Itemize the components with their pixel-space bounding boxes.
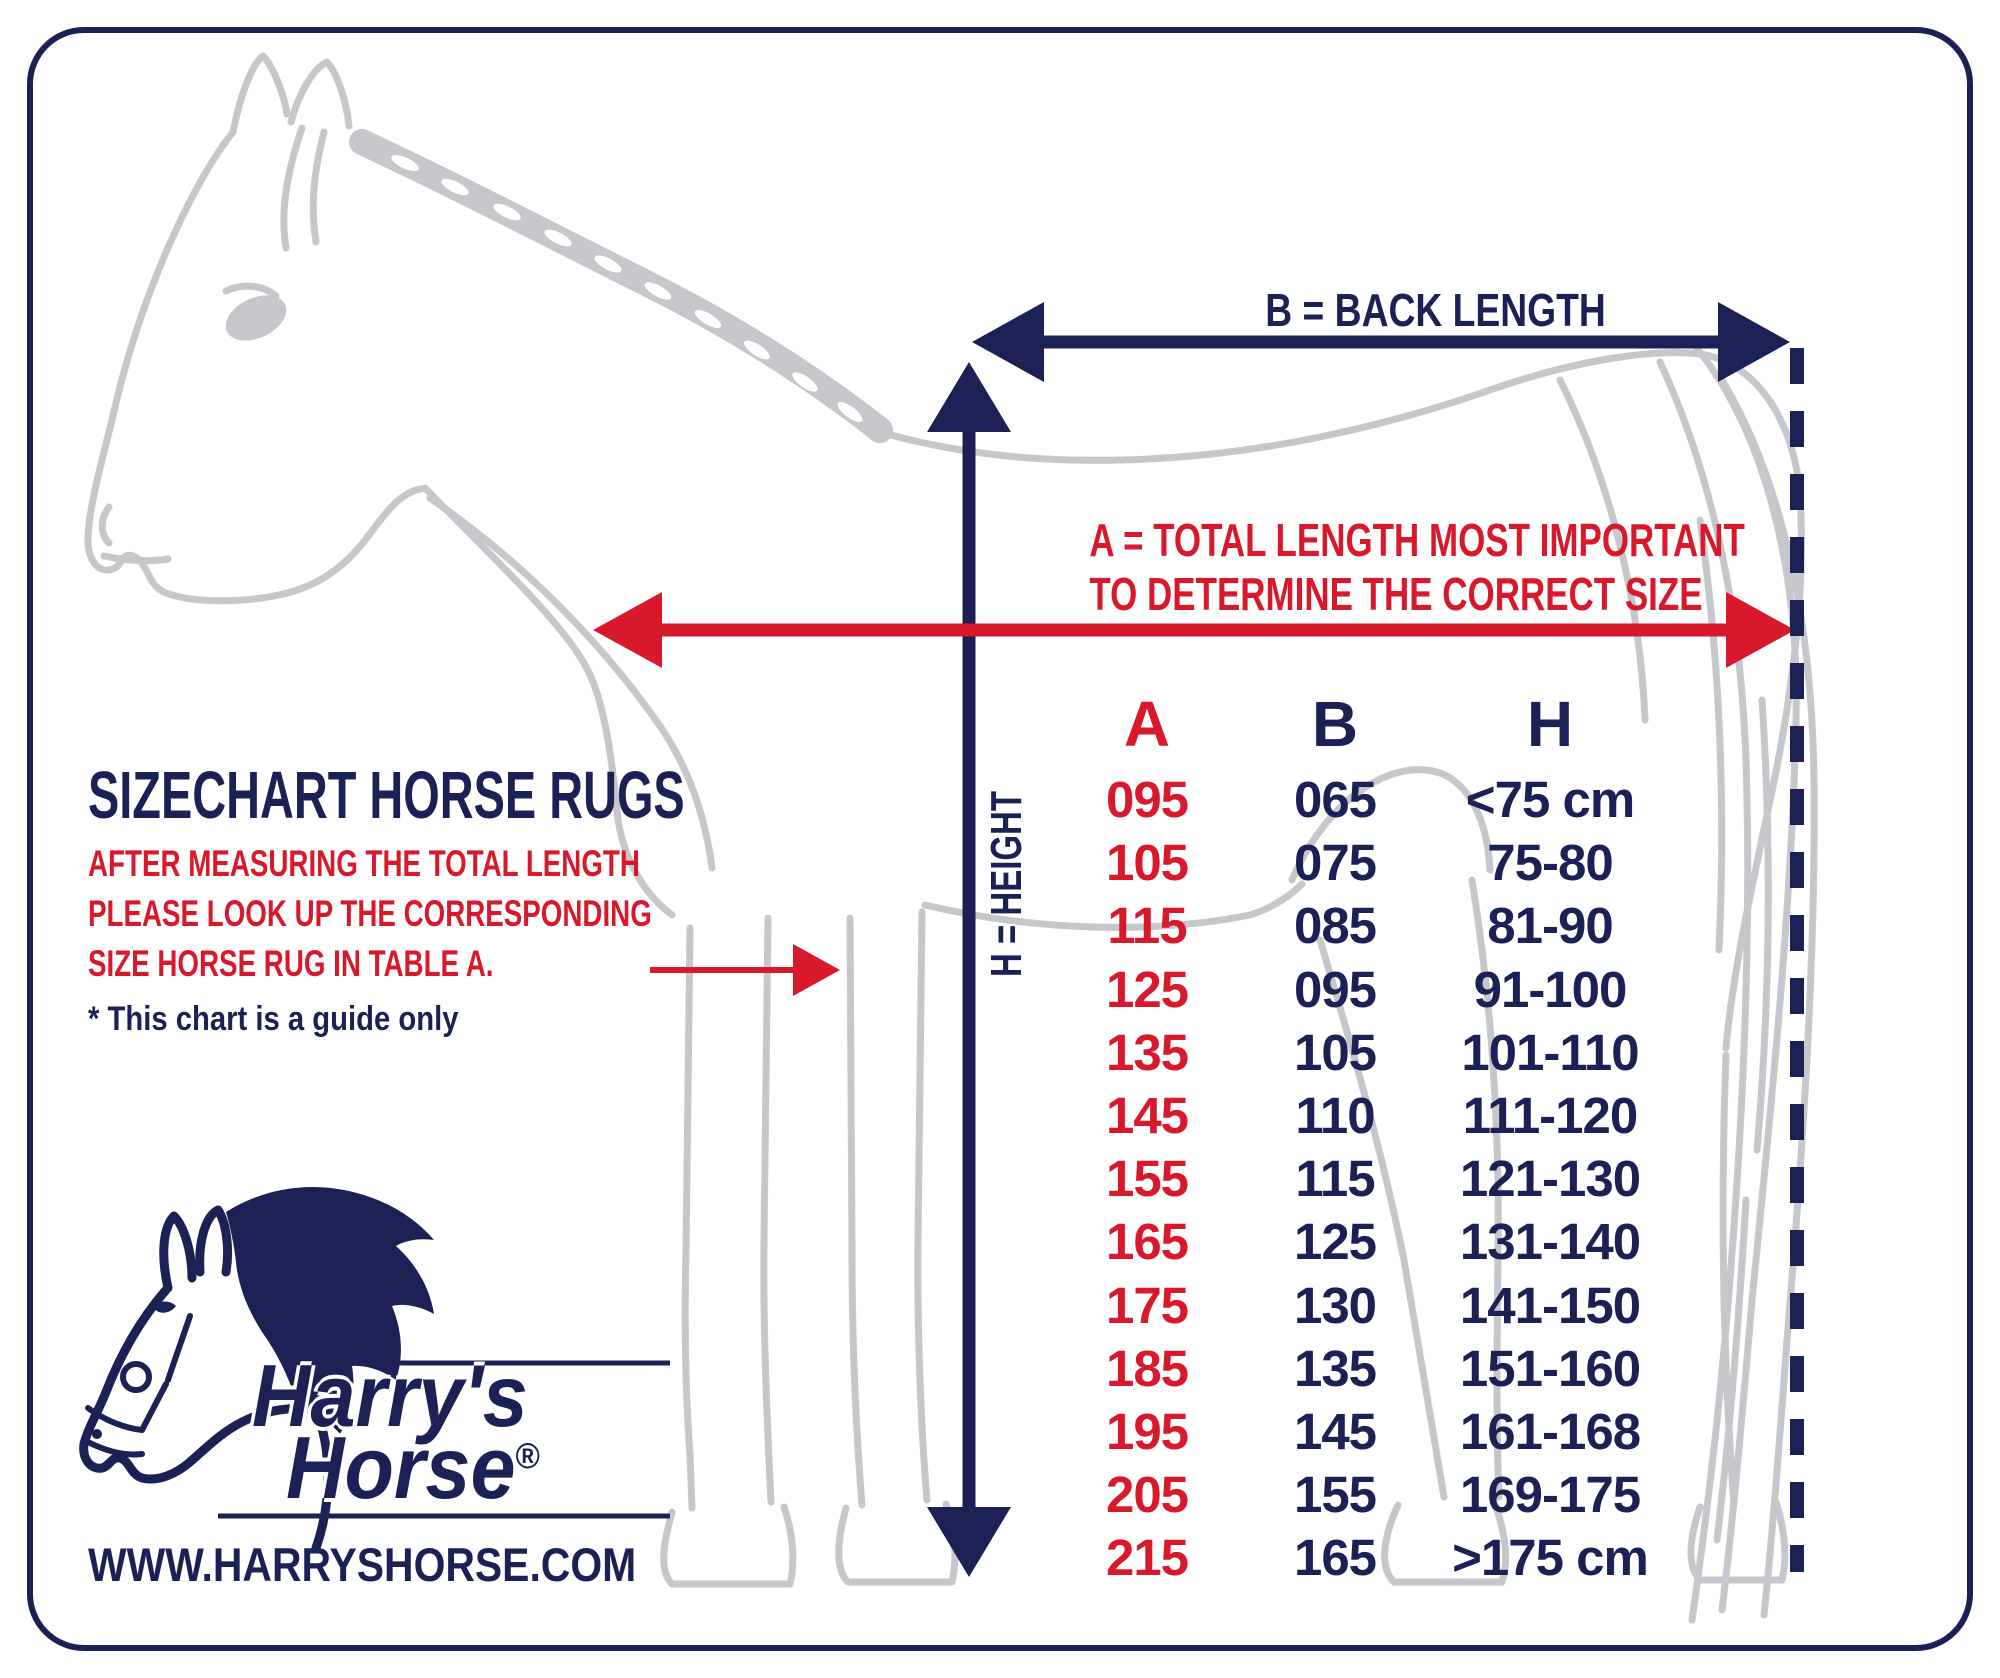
total-length-label-line1: A = TOTAL LENGTH MOST IMPORTANT	[1089, 514, 1745, 566]
logo-horse-ear-2	[200, 1210, 228, 1272]
table-cell: 155	[1293, 1466, 1377, 1524]
brand-name-line2-text: Horse	[286, 1418, 516, 1517]
back-length-arrowhead-left	[972, 302, 1044, 382]
table-cell: 145	[1293, 1402, 1377, 1460]
size-table-column-h	[1400, 680, 1700, 1589]
table-cell: 075	[1293, 834, 1377, 892]
logo-halter-chinstrap	[88, 1442, 142, 1455]
table-cell: 169-175	[1459, 1466, 1641, 1524]
size-table-column-a	[1040, 680, 1254, 1589]
table-cell: 155	[1105, 1150, 1189, 1208]
table-cell: 205	[1105, 1466, 1189, 1524]
horse-foreleg-1-front	[685, 928, 692, 1508]
logo-halter-ring	[123, 1364, 149, 1390]
instruction-line-3: SIZE HORSE RUG IN TABLE A.	[88, 943, 494, 984]
horse-head-outline	[88, 132, 421, 601]
table-cell: 105	[1293, 1023, 1377, 1081]
website-url: WWW.HARRYSHORSE.COM	[88, 1538, 637, 1591]
table-cell: 91-100	[1473, 960, 1627, 1018]
horse-ear-right	[291, 62, 349, 126]
table-cell: 065	[1293, 771, 1377, 829]
table-cell: 151-160	[1459, 1339, 1641, 1397]
table-cell: 135	[1105, 1023, 1189, 1081]
column-header-a: A	[1123, 688, 1171, 760]
total-length-label-line2: TO DETERMINE THE CORRECT SIZE	[1089, 568, 1703, 620]
table-cell: 195	[1105, 1402, 1189, 1460]
height-label: H = HEIGHT	[982, 790, 1031, 978]
table-cell: 131-140	[1459, 1213, 1641, 1271]
brand-name-line1: Harry's	[252, 1346, 528, 1445]
table-cell: <75 cm	[1465, 771, 1635, 829]
table-cell: 135	[1293, 1339, 1377, 1397]
table-cell: 115	[1107, 897, 1187, 955]
table-cell: >175 cm	[1452, 1529, 1648, 1587]
horse-nostril	[102, 507, 109, 543]
table-cell: 130	[1293, 1276, 1377, 1334]
height-arrowhead-top	[927, 362, 1011, 432]
logo-horse-nostril	[92, 1429, 102, 1439]
column-header-h: H	[1526, 688, 1574, 760]
horse-brow	[226, 286, 276, 296]
table-cell: 105	[1105, 834, 1189, 892]
logo-halter-headstall	[168, 1316, 190, 1380]
table-cell: 115	[1295, 1150, 1375, 1208]
table-cell: 125	[1105, 960, 1189, 1018]
horse-forelock-2	[313, 132, 324, 242]
back-length-arrowhead-right	[1718, 302, 1790, 382]
table-cell: 110	[1295, 1087, 1375, 1145]
table-cell: 141-150	[1459, 1276, 1641, 1334]
table-cell: 125	[1293, 1213, 1377, 1271]
horse-foreleg-2-front	[850, 918, 862, 1505]
brand-name-line2	[286, 1418, 540, 1517]
table-cell: 165	[1105, 1213, 1189, 1271]
table-cell: 101-110	[1461, 1023, 1639, 1081]
instruction-line-2: PLEASE LOOK UP THE CORRESPONDING	[88, 893, 652, 934]
page-title: SIZECHART HORSE RUGS	[88, 758, 685, 833]
column-header-b: B	[1311, 688, 1359, 760]
horse-foreleg-2-back	[918, 912, 927, 1500]
table-cell: 75-80	[1487, 834, 1613, 892]
total-length-arrowhead-right	[1726, 592, 1795, 668]
registered-trademark-symbol: ®	[515, 1435, 540, 1476]
horse-eye	[219, 286, 294, 349]
table-cell: 095	[1293, 960, 1377, 1018]
back-length-label: B = BACK LENGTH	[1265, 284, 1606, 336]
height-arrowhead-bottom	[927, 1507, 1011, 1577]
horse-tail-strand-5	[1757, 700, 1768, 1150]
horse-foreleg-1-back	[764, 918, 771, 1502]
table-pointer-arrow	[650, 944, 840, 996]
table-cell: 095	[1105, 771, 1189, 829]
table-cell: 165	[1293, 1529, 1377, 1587]
logo-horse-ear-1	[164, 1216, 192, 1288]
table-cell: 161-168	[1459, 1402, 1641, 1460]
horse-hoof-1	[664, 1507, 793, 1584]
instruction-line-1: AFTER MEASURING THE TOTAL LENGTH	[88, 843, 640, 884]
table-cell: 145	[1105, 1087, 1189, 1145]
table-cell: 121-130	[1459, 1150, 1641, 1208]
table-cell: 085	[1293, 897, 1377, 955]
horse-forelock	[284, 128, 302, 248]
horse-mane-braid-holes	[389, 152, 865, 426]
horse-tail-strand-4	[1700, 520, 1722, 950]
guide-note: * This chart is a guide only	[88, 1000, 459, 1038]
table-cell: 111-120	[1462, 1087, 1638, 1145]
table-cell: 215	[1105, 1529, 1189, 1587]
table-cell: 175	[1105, 1276, 1189, 1334]
table-cell: 185	[1105, 1339, 1189, 1397]
horse-ear-left	[233, 56, 287, 132]
table-cell: 81-90	[1487, 897, 1613, 955]
logo-halter-cheekstrap	[142, 1384, 166, 1430]
